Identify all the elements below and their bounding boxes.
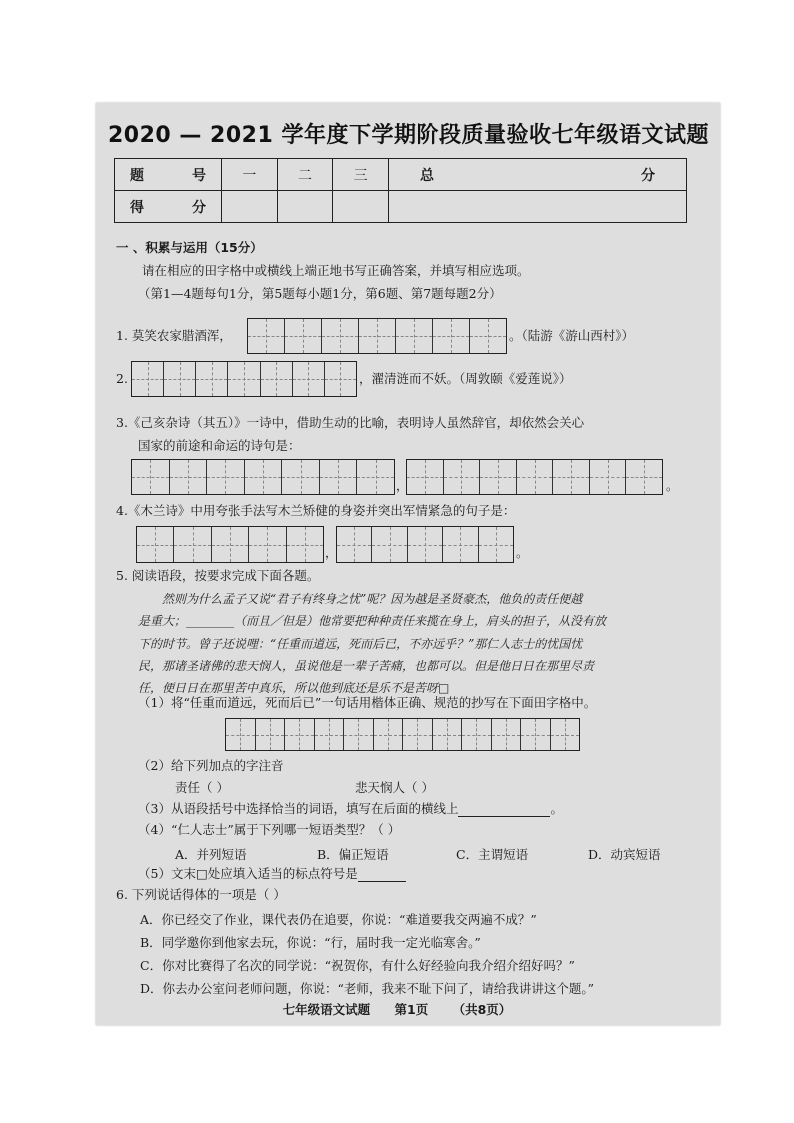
q3-period: 。	[666, 478, 679, 493]
passage-line: 民，那诸圣诸佛的悲天悯人，虽说他是一辈子苦痛，也都可以。但是他日日在那里尽责	[138, 658, 595, 673]
q2-suffix: ，濯清涟而不妖。（周敦颐《爱莲说》）	[359, 371, 572, 386]
q5-sub3: （3）从语段括号中选择恰当的词语，填写在后面的横线上 。	[138, 801, 563, 816]
q5-passage	[138, 588, 670, 699]
q5-option-d[interactable]: D．动宾短语	[588, 847, 661, 862]
exam-title: 2020 — 2021 学年度下学期阶段质量验收七年级语文试题	[108, 123, 709, 148]
section-heading: 一 、积累与运用（15分）	[116, 240, 263, 255]
q3-line-2: 国家的前途和命运的诗句是：	[138, 438, 301, 453]
total-label: 总 分	[388, 159, 686, 191]
score-cell-one[interactable]	[222, 191, 278, 223]
passage-line: 任，便日日在那里苦中真乐，所以他到底还是乐不是苦呀□	[138, 681, 450, 696]
q6-stem: 6. 下列说话得体的一项是（ ）	[116, 887, 286, 902]
question-number-label: 题 号	[115, 159, 222, 191]
q2-answer-grid[interactable]	[131, 361, 357, 397]
instruction-line-2: （第1—4题每句1分，第5题每小题1分，第6题、第7题每题2分）	[138, 286, 502, 301]
q5-option-a[interactable]: A．并列短语	[175, 847, 247, 862]
column-one: 一	[222, 159, 278, 191]
q5-sub4: （4）“仁人志士”属于下列哪一短语类型？（ ）	[138, 822, 401, 837]
passage-line: 是重大；________（而且／但是）他常要把种种责任来揽在身上，肩头的担子，从没有放	[138, 614, 607, 629]
q4-answer-grid-1[interactable]	[136, 526, 324, 563]
q5-sub2-b[interactable]: 悲天悯人（ ）	[355, 780, 434, 795]
q5-copy-grid[interactable]	[225, 718, 580, 751]
q4-comma: ，	[325, 545, 338, 560]
q1-answer-grid[interactable]	[247, 318, 507, 354]
q3-comma: ，	[396, 478, 409, 493]
q5-option-c[interactable]: C．主谓短语	[456, 847, 529, 862]
instruction-line-1: 请在相应的田字格中或横线上端正地书写正确答案，并填写相应选项。	[142, 263, 530, 278]
score-table	[114, 158, 687, 223]
q5-sub2: （2）给下列加点的字注音	[138, 758, 284, 773]
q6-option-b[interactable]: B．同学邀你到他家去玩，你说：“行，届时我一定光临寒舍。”	[140, 935, 481, 950]
q4-period: 。	[516, 545, 529, 560]
q5-option-b[interactable]: B．偏正短语	[317, 847, 389, 862]
passage-line: 然则为什么孟子又说“君子有终身之忧”呢？因为越是圣贤豪杰，他负的责任便越	[162, 592, 583, 606]
q5-sub5: （5）文末□处应填入适当的标点符号是	[138, 866, 406, 882]
page-footer	[0, 1000, 794, 1018]
q3-answer-grid-1[interactable]	[131, 459, 395, 495]
footer-total: （共8页）	[452, 1002, 512, 1017]
footer-page: 第1页	[394, 1002, 429, 1017]
score-label: 得 分	[115, 191, 222, 223]
score-cell-total[interactable]	[388, 191, 686, 223]
q4-answer-grid-2[interactable]	[336, 526, 514, 563]
q2-prefix: 2.	[116, 371, 128, 386]
column-two: 二	[277, 159, 333, 191]
q5-sub3-blank[interactable]	[458, 801, 550, 817]
column-three: 三	[333, 159, 389, 191]
q6-option-a[interactable]: A．你已经交了作业，课代表仍在追要，你说：“难道要我交两遍不成？”	[140, 912, 537, 927]
q5-sub1: （1）将“任重而道远，死而后已”一句话用楷体正确、规范的抄写在下面田字格中。	[138, 695, 597, 710]
q1-prefix: 1. 莫笑农家腊酒浑，	[116, 328, 232, 343]
q5-stem: 5. 阅读语段，按要求完成下面各题。	[116, 568, 320, 583]
footer-subject: 七年级语文试题	[282, 1002, 371, 1017]
q6-option-c[interactable]: C．你对比赛得了名次的同学说：“祝贺你，有什么好经验向我介绍介绍好吗？”	[140, 958, 575, 973]
score-cell-two[interactable]	[277, 191, 333, 223]
q3-answer-grid-2[interactable]	[406, 459, 663, 495]
q5-sub5-blank[interactable]	[358, 866, 406, 882]
score-cell-three[interactable]	[333, 191, 389, 223]
q6-option-d[interactable]: D．你去办公室问老师问题，你说：“老师，我来不耻下问了，请给我讲讲这个题。”	[140, 981, 595, 996]
passage-line: 下的时节。曾子还说哩：“任重而道远，死而后已，不亦远乎？”那仁人志士的忧国忧	[138, 636, 583, 651]
q1-suffix: 。（陆游《游山西村》）	[509, 328, 635, 343]
q4-line-1: 4.《木兰诗》中用夸张手法写木兰矫健的身姿并突出军情紧急的句子是：	[116, 503, 516, 518]
q5-sub2-a[interactable]: 责任（ ）	[175, 780, 229, 795]
q3-line-1: 3.《己亥杂诗（其五）》一诗中，借助生动的比喻，表明诗人虽然辞官，却依然会关心	[116, 415, 585, 430]
